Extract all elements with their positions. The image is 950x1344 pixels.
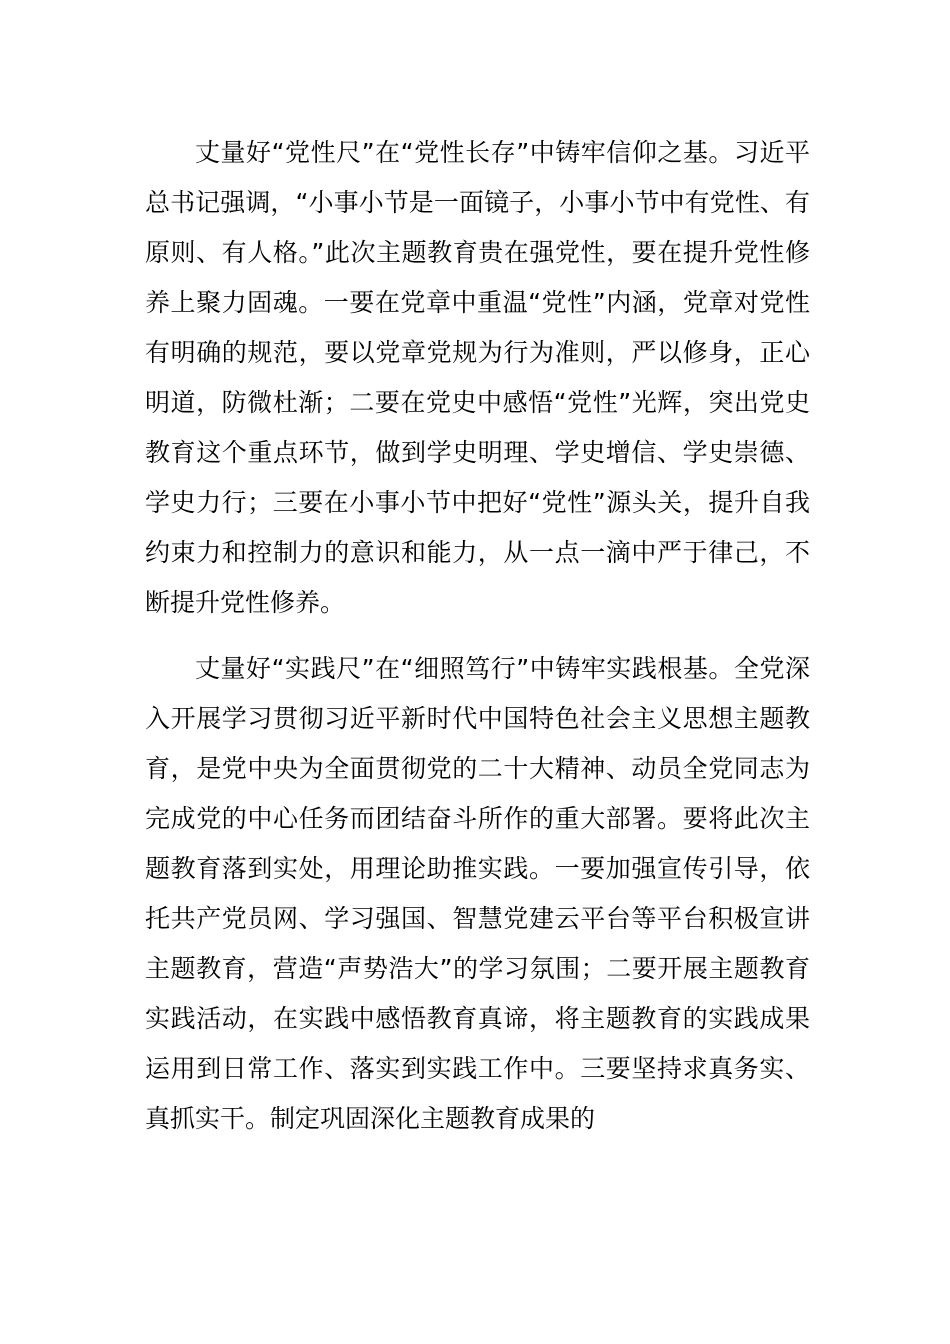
paragraph-practice: 丈量好“实践尺”在“细照笃行”中铸牢实践根基。全党深入开展学习贯彻习近平新时代中国特色社会主义思想主题教育，是党中央为全面贯彻党的二十大精神、动员全党同志为完成党的中心任务而团结奋斗所作的重大部署。要将此次主题教育落到实处，用理论助推实践。一要加强宣传引导，依托共产党员网、学习强国、智慧党建云平台等平台积极宣讲主题教育，营造“声势浩大”的学习氛围；二要开展主题教育实践活动，在实践中感悟教育真谛，将主题教育的实践成果运用到日常工作、落实到实践工作中。三要坚持求真务实、真抓实干。制定巩固深化主题教育成果的 bbox=[145, 654, 810, 1133]
paragraph-party-spirit: 丈量好“党性尺”在“党性长存”中铸牢信仰之基。习近平总书记强调，“小事小节是一面镜子，小事小节中有党性、有原则、有人格。”此次主题教育贵在强党性，要在提升党性修养上聚力固魂。一要在党章中重温“党性”内涵，党章对党性有明确的规范，要以党章党规为行为准则，严以修身，正心明道，防微杜渐；二要在党史中感悟“党性”光辉，突出党史教育这个重点环节，做到学史明理、学史增信、学史崇德、学史力行；三要在小事小节中把好“党性”源头关，提升自我约束力和控制力的意识和能力，从一点一滴中严于律己，不断提升党性修养。 bbox=[145, 138, 810, 617]
document-body bbox=[145, 128, 810, 1144]
